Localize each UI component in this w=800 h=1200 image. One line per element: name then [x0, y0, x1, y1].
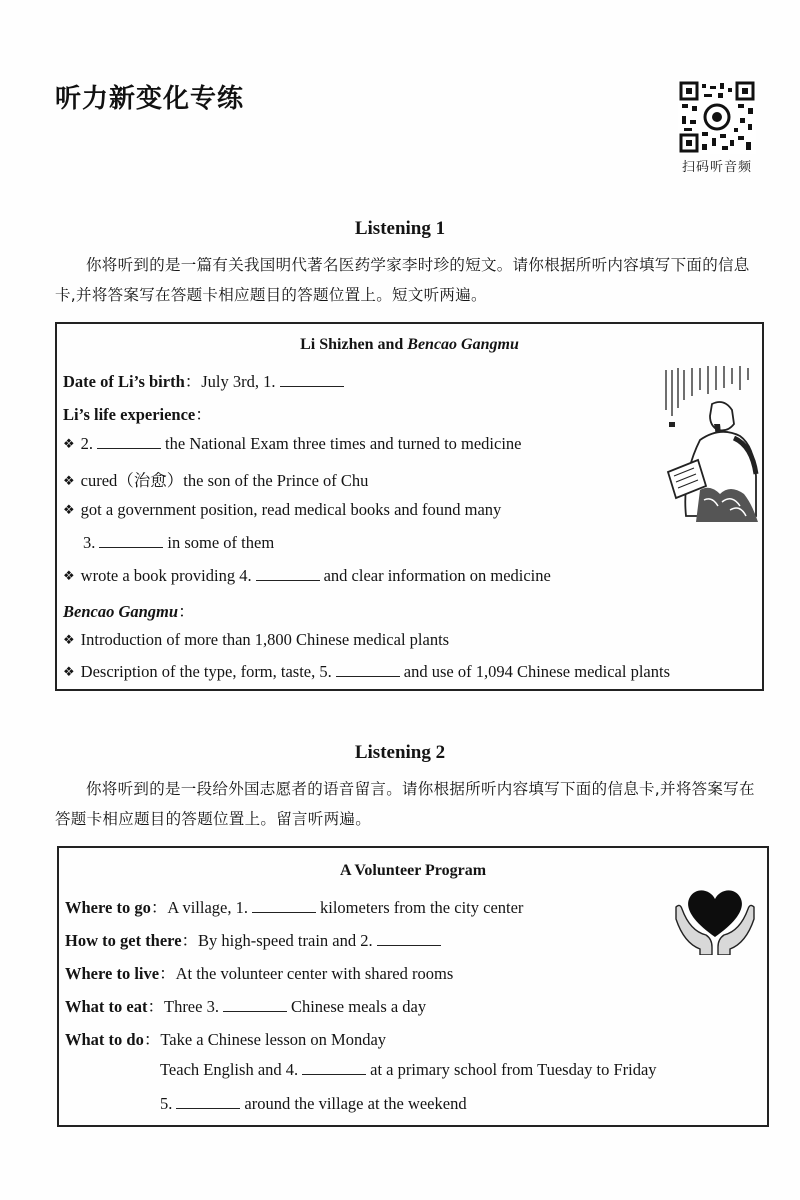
qr-code-icon[interactable]: [678, 80, 756, 154]
what-to-do-row: What to do：Take a Chinese lesson on Monday: [65, 1030, 387, 1049]
blank-4[interactable]: [256, 566, 320, 581]
li-shizhen-portrait-image: [660, 360, 760, 526]
blank-5[interactable]: [336, 662, 400, 677]
qr-caption: 扫码听音频: [681, 160, 752, 175]
life-item-1: ❖ 2. the National Exam three times and turned to medicine: [63, 434, 522, 453]
diamond-bullet-icon: ❖: [63, 568, 75, 583]
blank-4[interactable]: [302, 1060, 366, 1075]
listening2-instructions: 你将听到的是一段给外国志愿者的语音留言。请你根据所听内容填写下面的信息卡,并将答案写在答题卡相应题目的答题位置上。留言听两遍。: [55, 780, 755, 828]
listening2-title: Listening 2: [354, 742, 446, 763]
blank-2[interactable]: [377, 931, 441, 946]
page-title: 听力新变化专练: [55, 84, 245, 114]
diamond-bullet-icon: ❖: [63, 664, 75, 679]
how-to-get-there-row: How to get there：By high-speed train and 2.: [65, 927, 445, 951]
what-to-eat-row: What to eat：Three 3. Chinese meals a day: [65, 997, 427, 1016]
blank-3[interactable]: [99, 533, 163, 548]
info-card-volunteer-program: [57, 846, 769, 1127]
life-label-row: Li’s life experience：: [63, 405, 212, 424]
life-item-3: ❖ got a government position, read medical books and found many: [63, 500, 502, 519]
card-title: Li Shizhen and Bencao Gangmu: [300, 336, 519, 353]
listening1-instructions: 你将听到的是一篇有关我国明代著名医药学家李时珍的短文。请你根据所听内容填写下面的信息卡,并将答案写在答题卡相应题目的答题位置上。短文听两遍。: [55, 256, 750, 304]
what-to-do-item-3: 5. around the village at the weekend: [160, 1094, 467, 1113]
heart-in-hands-icon: [672, 885, 758, 955]
diamond-bullet-icon: ❖: [63, 473, 75, 488]
blank-1[interactable]: [252, 898, 316, 913]
birth-row: Date of Li’s birth：July 3rd, 1.: [63, 368, 348, 392]
book-item-2: ❖ Description of the type, form, taste, 5. and use of 1,094 Chinese medical plants: [63, 662, 670, 681]
listening1-title: Listening 1: [354, 218, 446, 239]
book-label-row: Bencao Gangmu：: [63, 602, 195, 621]
where-to-go-row: Where to go：A village, 1. kilometers from the city center: [65, 898, 524, 917]
life-item-2: ❖ cured（治愈）the son of the Prince of Chu: [63, 471, 369, 490]
diamond-bullet-icon: ❖: [63, 436, 75, 451]
info-card-li-shizhen: [55, 322, 764, 691]
diamond-bullet-icon: ❖: [63, 632, 75, 647]
blank-3[interactable]: [223, 997, 287, 1012]
card-title: A Volunteer Program: [339, 862, 487, 879]
what-to-do-item-2: Teach English and 4. at a primary school from Tuesday to Friday: [160, 1060, 657, 1079]
life-item-4: ❖ wrote a book providing 4. and clear information on medicine: [63, 566, 551, 585]
where-to-live-row: Where to live：At the volunteer center with shared rooms: [65, 964, 454, 983]
blank-5[interactable]: [176, 1094, 240, 1109]
blank-2[interactable]: [97, 434, 161, 449]
blank-1[interactable]: [280, 372, 344, 387]
diamond-bullet-icon: ❖: [63, 502, 75, 517]
life-item-3-cont: 3. in some of them: [83, 533, 275, 552]
book-item-1: ❖ Introduction of more than 1,800 Chinese medical plants: [63, 630, 450, 649]
